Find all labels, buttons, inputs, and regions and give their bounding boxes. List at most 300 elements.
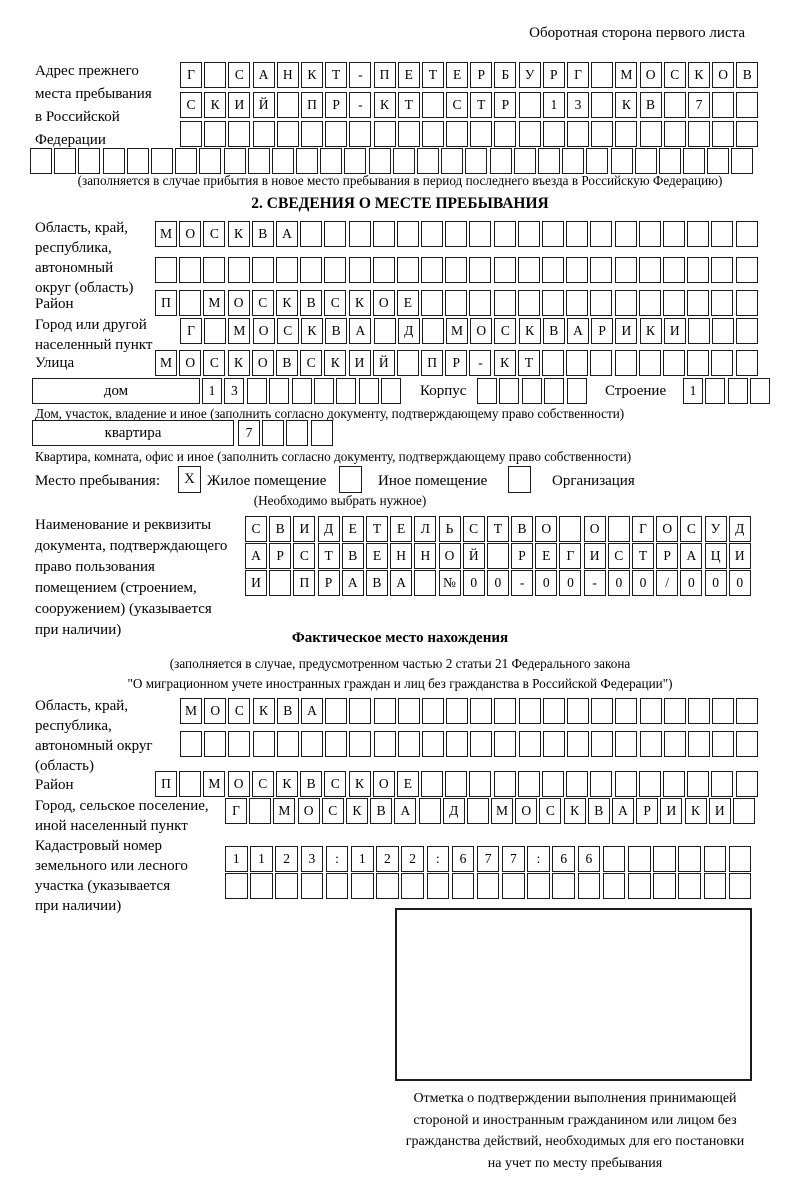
char-cell: 2 <box>401 846 424 872</box>
char-cell <box>269 570 291 596</box>
char-cell <box>414 570 436 596</box>
char-cell <box>615 290 637 316</box>
char-cell <box>653 873 676 899</box>
char-cell <box>397 221 419 247</box>
char-cell <box>228 257 250 283</box>
char-cell: И <box>293 516 315 542</box>
char-cell <box>452 873 475 899</box>
char-cell: К <box>374 92 396 118</box>
char-cell: К <box>494 350 516 376</box>
char-cell <box>286 420 308 446</box>
char-cell <box>591 698 613 724</box>
char-cell: Й <box>463 543 485 569</box>
char-cell <box>446 731 468 757</box>
char-cell <box>277 92 299 118</box>
char-cell: 1 <box>351 846 374 872</box>
char-cell <box>711 257 733 283</box>
char-cell <box>151 148 173 174</box>
char-cell <box>664 121 686 147</box>
char-cell: О <box>712 62 734 88</box>
text-line: иной населенный пункт <box>35 818 188 834</box>
stay-option-organization-label: Организация <box>552 473 635 489</box>
char-cell <box>639 350 661 376</box>
char-cell: К <box>685 798 707 824</box>
char-cell <box>320 148 342 174</box>
char-cell: М <box>155 221 177 247</box>
char-cell <box>175 148 197 174</box>
region2-row-1 <box>180 698 761 724</box>
char-cell: 6 <box>578 846 601 872</box>
char-cell <box>736 318 758 344</box>
char-cell: П <box>374 62 396 88</box>
char-cell <box>688 698 710 724</box>
char-cell <box>519 92 541 118</box>
char-cell <box>441 148 463 174</box>
char-cell: - <box>511 570 533 596</box>
char-cell: О <box>228 290 250 316</box>
city-label <box>35 315 152 355</box>
char-cell: Г <box>180 318 202 344</box>
char-cell <box>247 378 267 404</box>
char-cell <box>180 121 202 147</box>
char-cell: К <box>688 62 710 88</box>
house-box: дом <box>32 378 200 404</box>
char-cell: 0 <box>559 570 581 596</box>
char-cell <box>590 221 612 247</box>
char-cell <box>591 121 613 147</box>
char-cell: К <box>228 350 250 376</box>
char-cell <box>615 771 637 797</box>
char-cell <box>494 221 516 247</box>
char-cell: В <box>511 516 533 542</box>
stay-checkbox-organization <box>508 466 531 493</box>
char-cell: И <box>660 798 682 824</box>
text-line: места пребывания <box>35 86 152 102</box>
char-cell: К <box>204 92 226 118</box>
char-cell <box>659 148 681 174</box>
char-cell <box>736 731 758 757</box>
region-label <box>35 218 133 298</box>
char-cell: К <box>301 318 323 344</box>
char-cell: В <box>252 221 274 247</box>
char-cell <box>736 257 758 283</box>
char-cell <box>566 221 588 247</box>
char-cell: С <box>203 221 225 247</box>
char-cell: С <box>252 771 274 797</box>
char-cell: Т <box>518 350 540 376</box>
char-cell: К <box>349 290 371 316</box>
char-cell <box>276 257 298 283</box>
char-cell <box>736 350 758 376</box>
char-cell <box>393 148 415 174</box>
text-line: стороной и иностранным гражданином или лицом без <box>413 1112 737 1128</box>
char-cell: 7 <box>477 846 500 872</box>
char-cell <box>344 148 366 174</box>
actual-location-note-1: (заполняется в случае, предусмотренном частью 2 статьи 21 Федерального закона <box>169 656 631 671</box>
district-label: Район <box>35 296 74 312</box>
char-cell <box>349 698 371 724</box>
char-cell <box>324 221 346 247</box>
char-cell: Е <box>535 543 557 569</box>
char-cell: М <box>180 698 202 724</box>
char-cell: С <box>608 543 630 569</box>
prev-address-label <box>35 60 152 152</box>
char-cell: К <box>276 290 298 316</box>
char-cell: Е <box>390 516 412 542</box>
text-line: Адрес прежнего <box>35 63 139 79</box>
char-cell: К <box>564 798 586 824</box>
char-cell <box>653 846 676 872</box>
cadastral-label <box>35 836 188 916</box>
char-cell: Е <box>446 62 468 88</box>
char-cell: 2 <box>376 846 399 872</box>
char-cell <box>559 516 581 542</box>
prev-address-row-4 <box>30 148 756 174</box>
char-cell: 1 <box>683 378 703 404</box>
char-cell <box>325 698 347 724</box>
char-cell: А <box>390 570 412 596</box>
char-cell <box>736 698 758 724</box>
char-cell: Н <box>414 543 436 569</box>
char-cell: Е <box>366 543 388 569</box>
char-cell <box>301 873 324 899</box>
doc-row-3 <box>245 570 753 596</box>
text-line: республика, <box>35 240 112 256</box>
char-cell <box>467 798 489 824</box>
char-cell <box>711 350 733 376</box>
char-cell: Р <box>325 92 347 118</box>
char-cell <box>422 121 444 147</box>
char-cell: К <box>324 350 346 376</box>
char-cell <box>204 731 226 757</box>
char-cell: С <box>324 290 346 316</box>
char-cell: П <box>421 350 443 376</box>
char-cell: С <box>277 318 299 344</box>
char-cell <box>477 378 497 404</box>
char-cell <box>611 148 633 174</box>
char-cell: И <box>228 92 250 118</box>
char-cell <box>729 846 752 872</box>
char-cell <box>639 221 661 247</box>
char-cell: В <box>300 771 322 797</box>
char-cell: С <box>203 350 225 376</box>
char-cell <box>733 798 755 824</box>
char-cell <box>704 873 727 899</box>
char-cell: С <box>539 798 561 824</box>
char-cell: Й <box>373 350 395 376</box>
apartment-box: квартира <box>32 420 234 446</box>
char-cell <box>567 698 589 724</box>
text-line: участка (указывается <box>35 878 171 894</box>
char-cell <box>603 873 626 899</box>
char-cell <box>628 846 651 872</box>
char-cell <box>469 771 491 797</box>
char-cell: Л <box>414 516 436 542</box>
char-cell <box>566 290 588 316</box>
char-cell: Е <box>397 771 419 797</box>
char-cell <box>586 148 608 174</box>
char-cell <box>590 771 612 797</box>
text-line: Город, сельское поселение, <box>35 798 209 814</box>
char-cell <box>518 771 540 797</box>
char-cell <box>275 873 298 899</box>
char-cell: О <box>439 543 461 569</box>
char-cell <box>640 731 662 757</box>
char-cell <box>494 121 516 147</box>
char-cell <box>728 378 748 404</box>
char-cell <box>381 378 401 404</box>
char-cell <box>615 350 637 376</box>
char-cell <box>712 92 734 118</box>
char-cell: Т <box>366 516 388 542</box>
char-cell <box>376 873 399 899</box>
char-cell <box>527 873 550 899</box>
char-cell: С <box>245 516 267 542</box>
char-cell <box>203 257 225 283</box>
char-cell: К <box>615 92 637 118</box>
char-cell <box>640 121 662 147</box>
char-cell <box>398 731 420 757</box>
char-cell <box>552 873 575 899</box>
region2-label <box>35 696 153 776</box>
district2-row <box>155 771 760 797</box>
stroenie-cells <box>683 378 773 404</box>
char-cell <box>499 378 519 404</box>
char-cell: И <box>729 543 751 569</box>
text-line: сооружением) (указывается <box>35 601 212 617</box>
char-cell: - <box>469 350 491 376</box>
district2-label: Район <box>35 777 74 793</box>
char-cell: О <box>640 62 662 88</box>
char-cell: В <box>325 318 347 344</box>
char-cell <box>683 148 705 174</box>
char-cell <box>326 873 349 899</box>
char-cell <box>446 698 468 724</box>
char-cell <box>494 771 516 797</box>
char-cell <box>103 148 125 174</box>
char-cell: Й <box>253 92 275 118</box>
char-cell <box>417 148 439 174</box>
char-cell: 0 <box>729 570 751 596</box>
char-cell: 1 <box>543 92 565 118</box>
char-cell <box>640 698 662 724</box>
text-line: гражданства действий, необходимых для его постановки <box>405 1134 745 1149</box>
char-cell <box>494 290 516 316</box>
char-cell: О <box>252 350 274 376</box>
char-cell <box>544 378 564 404</box>
apartment-note: Квартира, комната, офис и иное (заполнить согласно документу, подтверждающему право собственности) <box>35 449 632 464</box>
char-cell: М <box>491 798 513 824</box>
char-cell: М <box>273 798 295 824</box>
char-cell: И <box>584 543 606 569</box>
text-line: земельного или лесного <box>35 858 188 874</box>
char-cell <box>369 148 391 174</box>
char-cell <box>519 731 541 757</box>
char-cell <box>591 731 613 757</box>
char-cell <box>729 873 752 899</box>
prev-address-note: (заполняется в случае прибытия в новое место пребывания в период последнего въезда в Российскую Федерацию) <box>77 173 723 188</box>
text-line: Город или другой <box>35 317 147 333</box>
house-number-cells <box>202 378 404 404</box>
region-row-1 <box>155 221 760 247</box>
char-cell <box>250 873 273 899</box>
char-cell <box>663 221 685 247</box>
char-cell <box>401 873 424 899</box>
char-cell <box>228 731 250 757</box>
text-line: округ (область) <box>35 280 134 296</box>
char-cell <box>712 698 734 724</box>
char-cell: Т <box>422 62 444 88</box>
char-cell: С <box>463 516 485 542</box>
char-cell: Д <box>398 318 420 344</box>
char-cell <box>179 290 201 316</box>
char-cell <box>664 698 686 724</box>
char-cell <box>374 731 396 757</box>
char-cell <box>518 257 540 283</box>
char-cell <box>469 290 491 316</box>
char-cell <box>373 257 395 283</box>
char-cell: Т <box>487 516 509 542</box>
doc-label <box>35 515 227 641</box>
char-cell <box>522 378 542 404</box>
char-cell <box>477 873 500 899</box>
char-cell <box>514 148 536 174</box>
char-cell <box>566 257 588 283</box>
char-cell: Т <box>470 92 492 118</box>
char-cell: 0 <box>705 570 727 596</box>
char-cell <box>566 350 588 376</box>
char-cell <box>300 257 322 283</box>
char-cell <box>542 221 564 247</box>
char-cell: Г <box>567 62 589 88</box>
char-cell <box>615 257 637 283</box>
char-cell: 0 <box>608 570 630 596</box>
char-cell <box>578 873 601 899</box>
char-cell: Р <box>656 543 678 569</box>
char-cell: К <box>301 62 323 88</box>
char-cell: Р <box>470 62 492 88</box>
char-cell <box>736 92 758 118</box>
char-cell: Т <box>325 62 347 88</box>
char-cell <box>519 121 541 147</box>
prev-address-row-2 <box>180 92 761 118</box>
text-line: (область) <box>35 758 94 774</box>
char-cell <box>542 771 564 797</box>
char-cell <box>470 121 492 147</box>
stay-option-residential-label: Жилое помещение <box>207 473 327 489</box>
cadastral-row-2 <box>225 873 754 899</box>
char-cell: О <box>470 318 492 344</box>
char-cell: М <box>203 290 225 316</box>
char-cell: Е <box>342 516 364 542</box>
char-cell <box>30 148 52 174</box>
char-cell <box>688 318 710 344</box>
char-cell <box>663 290 685 316</box>
char-cell: Б <box>494 62 516 88</box>
char-cell: В <box>736 62 758 88</box>
char-cell: М <box>615 62 637 88</box>
char-cell: Г <box>225 798 247 824</box>
city2-row <box>225 798 757 824</box>
char-cell <box>252 257 274 283</box>
char-cell <box>603 846 626 872</box>
char-cell <box>664 731 686 757</box>
char-cell: С <box>446 92 468 118</box>
char-cell: А <box>342 570 364 596</box>
char-cell: А <box>394 798 416 824</box>
char-cell: А <box>612 798 634 824</box>
char-cell: Д <box>443 798 465 824</box>
char-cell <box>687 290 709 316</box>
char-cell <box>736 221 758 247</box>
char-cell <box>615 731 637 757</box>
char-cell <box>262 420 284 446</box>
char-cell <box>349 731 371 757</box>
text-line: право пользования <box>35 559 155 575</box>
char-cell: В <box>640 92 662 118</box>
char-cell <box>711 771 733 797</box>
char-cell: 7 <box>238 420 260 446</box>
char-cell: С <box>324 771 346 797</box>
char-cell: : <box>527 846 550 872</box>
text-line: в Российской <box>35 109 120 125</box>
char-cell <box>566 771 588 797</box>
house-note: Дом, участок, владение и иное (заполнить согласно документу, подтверждающему право собственности) <box>35 406 625 421</box>
char-cell: Н <box>390 543 412 569</box>
char-cell <box>397 350 419 376</box>
char-cell <box>688 731 710 757</box>
cadastral-row-1 <box>225 846 754 872</box>
confirmation-mark-box <box>395 908 752 1081</box>
char-cell <box>663 771 685 797</box>
char-cell <box>445 771 467 797</box>
char-cell: О <box>204 698 226 724</box>
text-line: при наличии) <box>35 622 122 638</box>
char-cell <box>349 257 371 283</box>
text-line: Область, край, <box>35 698 129 714</box>
char-cell <box>427 873 450 899</box>
char-cell: В <box>276 350 298 376</box>
char-cell <box>300 221 322 247</box>
char-cell <box>711 221 733 247</box>
char-cell <box>687 221 709 247</box>
stroenie-label: Строение <box>605 383 667 399</box>
char-cell <box>199 148 221 174</box>
char-cell <box>663 350 685 376</box>
char-cell: 6 <box>552 846 575 872</box>
char-cell: А <box>276 221 298 247</box>
char-cell <box>336 378 356 404</box>
char-cell: О <box>228 771 250 797</box>
char-cell <box>277 731 299 757</box>
char-cell <box>487 543 509 569</box>
char-cell: О <box>584 516 606 542</box>
korpus-label: Корпус <box>420 383 467 399</box>
char-cell <box>277 121 299 147</box>
char-cell: В <box>300 290 322 316</box>
char-cell <box>374 318 396 344</box>
char-cell: П <box>293 570 315 596</box>
char-cell <box>687 350 709 376</box>
char-cell: О <box>515 798 537 824</box>
char-cell: С <box>322 798 344 824</box>
char-cell <box>127 148 149 174</box>
text-line: республика, <box>35 718 112 734</box>
char-cell: С <box>293 543 315 569</box>
char-cell <box>538 148 560 174</box>
city2-label <box>35 796 209 836</box>
char-cell: № <box>439 570 461 596</box>
